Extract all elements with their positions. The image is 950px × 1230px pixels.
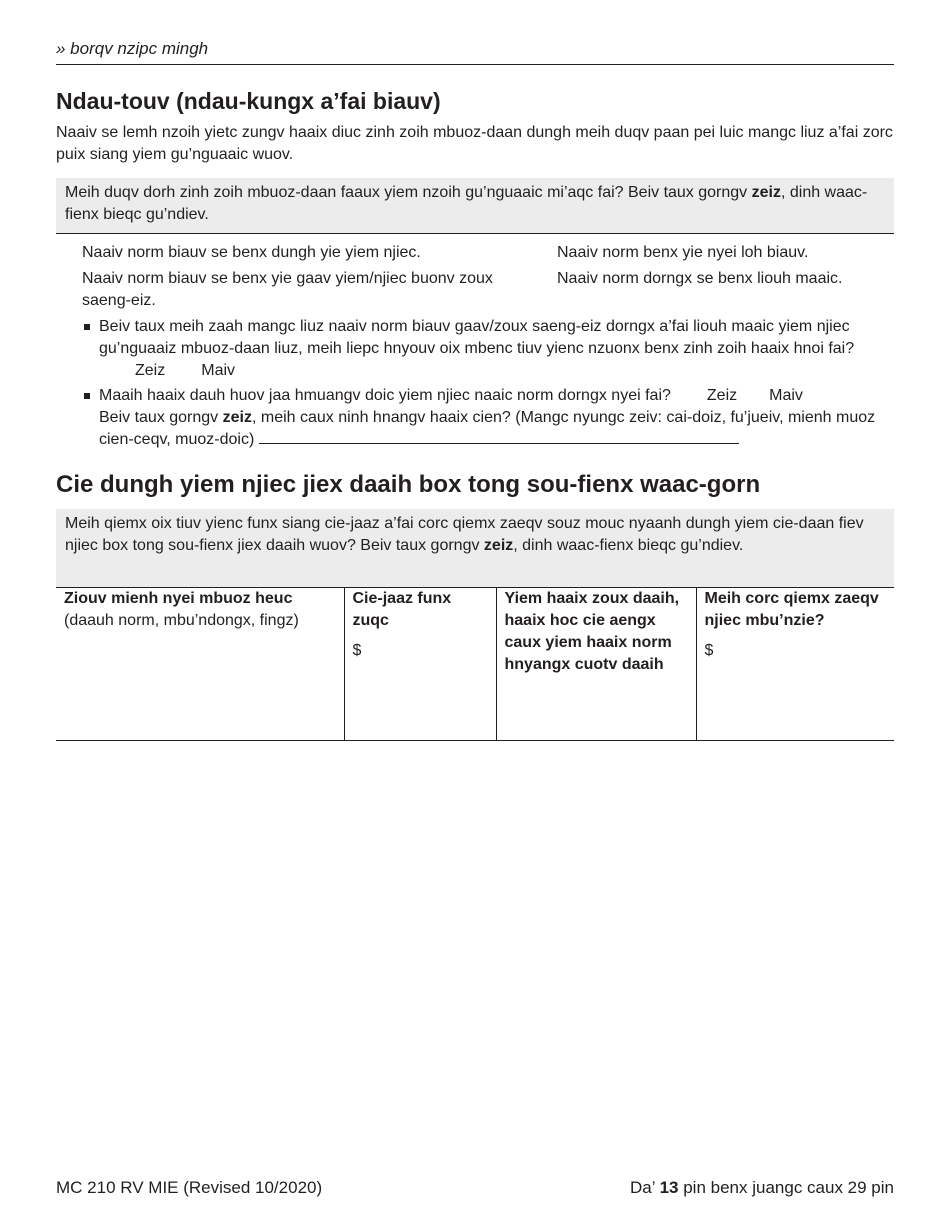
loan-question-box bbox=[56, 509, 894, 588]
question-bold: zeiz bbox=[751, 184, 781, 201]
amount-dollar: $ bbox=[352, 642, 362, 659]
amount-header: Cie-jaaz funx zuqc bbox=[352, 590, 452, 629]
balance-cell[interactable] bbox=[696, 588, 894, 740]
option-primary-home[interactable]: Naaiv norm biauv se benx dungh yie yiem njiec. bbox=[82, 244, 421, 261]
option-for-sale[interactable]: Naaiv norm dorngx se benx liouh maaic. bbox=[557, 270, 843, 287]
question-bold: zeiz bbox=[483, 537, 514, 554]
page-text-end: pin benx juangc caux 29 pin bbox=[678, 1178, 894, 1197]
table-row bbox=[56, 588, 894, 740]
relationship-input[interactable] bbox=[259, 429, 739, 444]
origin-header: Yiem haaix zoux daaih, haaix hoc cie aengx caux yiem haaix norm hnyangx cuotv daaih bbox=[504, 590, 680, 673]
option-rental-home[interactable]: Naaiv norm benx yie nyei loh biauv. bbox=[557, 244, 809, 261]
question-text: Meih duqv dorh zinh zoih mbuoz-daan faaux yiem nzoih gu’nguaaic mi’aqc fai? Beiv taux gorngv bbox=[65, 184, 752, 201]
bullet-relative-living bbox=[82, 385, 904, 451]
bullet-bold: zeiz bbox=[222, 409, 252, 426]
page-text: Da’ bbox=[629, 1178, 660, 1197]
balance-dollar: $ bbox=[704, 642, 714, 659]
option-business-home[interactable]: Naaiv norm biauv se benx yie gaav yiem/njiec buonv zoux saeng-eiz. bbox=[82, 270, 493, 309]
loan-table bbox=[56, 588, 894, 741]
breadcrumb: » borqv nzipc mingh bbox=[56, 39, 894, 65]
amount-cell[interactable] bbox=[344, 588, 496, 740]
bullet-text: Maaih haaix dauh huov jaa hmuangv doic yiem njiec naaic norm dorngx nyei fai? bbox=[99, 387, 671, 404]
yes-option[interactable]: Zeiz bbox=[135, 362, 166, 379]
yes-option[interactable]: Zeiz bbox=[706, 387, 738, 404]
page-number bbox=[630, 1178, 894, 1198]
page-current: 13 bbox=[659, 1178, 679, 1197]
bullet-icon bbox=[84, 393, 90, 399]
form-id: MC 210 RV MIE (Revised 10/2020) bbox=[56, 1178, 323, 1197]
section-intro: Naaiv se lemh nzoih yietc zungv haaix diuc zinh zoih mbuoz-daan dungh meih duqv paan pei luic mangc liuz a’fai zorc puix siang yiem gu’nguaaic wuov. bbox=[56, 124, 893, 163]
balance-header: Meih corc qiemx zaeqv njiec mbu’nzie? bbox=[704, 590, 879, 629]
lender-cell[interactable] bbox=[56, 588, 344, 740]
no-option[interactable]: Maiv bbox=[201, 362, 236, 379]
lender-subheader: (daauh norm, mbu’ndongx, fingz) bbox=[64, 612, 299, 629]
lender-header: Ziouv mienh nyei mbuoz heuc bbox=[64, 590, 293, 607]
bullet-text: Beiv taux meih zaah mangc liuz naaiv norm biauv gaav/zoux saeng-eiz dorngx a’fai liouh maaic yiem njiec gu’nguaaiz mbuoz-daan liuz, meih liepc hnyouv oix mbenc tiuv yienc nzuonx benx zinh zoih haaix hnoi fai? bbox=[99, 318, 855, 357]
origin-cell[interactable] bbox=[496, 588, 696, 740]
bullet-icon bbox=[84, 324, 90, 330]
bullet-text: Beiv taux gorngv bbox=[99, 409, 223, 426]
question-text-end: , dinh waac-fienx bieqc gu’ndiev. bbox=[65, 184, 868, 223]
bullet-text-end: , meih caux ninh hnangv haaix cien? (Mangc nyungc zeiv: cai-doiz, fu’jueiv, mienh muoz cien-ceqv, muoz-doic) bbox=[99, 409, 876, 448]
question-text: Meih qiemx oix tiuv yienc funx siang cie-jaaz a’fai corc qiemx zaeqv souz mouc nyaanh dungh yiem cie-daan fiev njiec box tong sou-fienx jiex daaih wuov? Beiv taux gorngv bbox=[65, 515, 864, 554]
bullet-convert-date bbox=[82, 316, 904, 382]
no-option[interactable]: Maiv bbox=[769, 387, 803, 404]
section-title-home: Ndau-touv (ndau-kungx a’fai biauv) bbox=[56, 88, 441, 114]
section-title-loans: Cie dungh yiem njiec jiex daaih box tong sou-fienx waac-gorn bbox=[56, 471, 761, 498]
question-text-end: , dinh waac-fienx bieqc gu’ndiev. bbox=[513, 537, 744, 554]
home-question-box bbox=[56, 178, 894, 234]
